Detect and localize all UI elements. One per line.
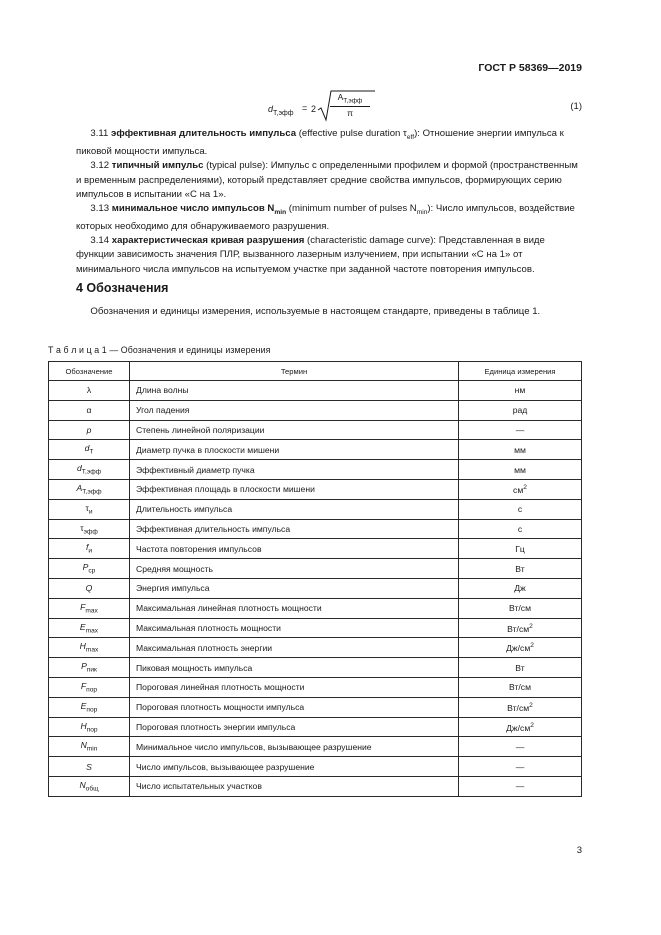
unit-cell: Дж	[459, 578, 582, 598]
header-term: Термин	[130, 362, 459, 381]
symbol: $F_{пор}$	[80, 680, 98, 694]
table-caption: Т а б л и ц а 1 — Обозначения и единицы измерения	[48, 345, 271, 355]
symbol-cell	[49, 460, 130, 480]
page-number: 3	[576, 845, 582, 856]
table-row	[49, 737, 582, 757]
table-row	[49, 420, 582, 440]
unit-cell: мм	[459, 440, 582, 460]
definition-3-11: 3.11 эффективная длительность импульса (effective pulse duration $\tau_{eff}$): Отношение энергии импульса к пиковой мощности импульса.	[76, 128, 564, 158]
table-row	[49, 519, 582, 539]
formula-number: (1)	[570, 101, 582, 112]
definition-3-12: 3.12 типичный импульс (typical pulse): Импульс с определенными профилем и формой (пространственным и временным распределениями), который представляет средние свойства импульсов, формирующих серию импульсов в испытании «С на 1».	[76, 160, 578, 200]
symbol-cell	[49, 539, 130, 559]
unit-cell: рад	[459, 400, 582, 420]
unit-cell: $Вт/см^2$	[459, 618, 582, 638]
symbol: λ	[86, 385, 92, 396]
term-cell: Эффективная длительность импульса	[130, 519, 459, 539]
symbol-cell	[49, 559, 130, 579]
symbol: $\tau_и$	[85, 502, 93, 516]
table-row	[49, 460, 582, 480]
header-unit: Единица измерения	[459, 362, 582, 381]
symbol-cell	[49, 440, 130, 460]
symbol: $P_{пик}$	[81, 661, 97, 674]
unit-cell: —	[459, 757, 582, 777]
unit-cell: —	[459, 776, 582, 796]
table-row	[49, 658, 582, 678]
table-row	[49, 638, 582, 658]
table-row	[49, 578, 582, 598]
table-header-row	[49, 362, 582, 381]
table-row	[49, 400, 582, 420]
definitions-block	[76, 127, 582, 277]
symbol-cell	[49, 598, 130, 618]
table-row	[49, 677, 582, 697]
symbol-cell	[49, 479, 130, 499]
unit-cell: Вт	[459, 658, 582, 678]
table-row	[49, 559, 582, 579]
term-cell: Число импульсов, вызывающее разрушение	[130, 757, 459, 777]
symbol-cell	[49, 381, 130, 401]
unit-cell: $Вт/см^2$	[459, 697, 582, 717]
section-title: 4 Обозначения	[76, 281, 169, 295]
formula-equals: =	[302, 103, 308, 113]
table-row	[49, 717, 582, 737]
table-row	[49, 757, 582, 777]
symbol: $d_{T,эфф}$	[76, 463, 102, 476]
table-row	[49, 618, 582, 638]
term-cell: Эффективная площадь в плоскости мишени	[130, 479, 459, 499]
term-cell: Энергия импульса	[130, 578, 459, 598]
symbol: $E_{max}$	[79, 621, 99, 635]
symbol-cell	[49, 499, 130, 519]
term-cell: Пороговая линейная плотность мощности	[130, 677, 459, 697]
unit-cell: —	[459, 420, 582, 440]
symbol: S	[86, 761, 92, 772]
symbol: $H_{max}$	[79, 641, 99, 655]
document-header: ГОСТ Р 58369—2019	[478, 62, 582, 74]
symbol: $A_{T,эфф}$	[76, 483, 102, 496]
term-cell: Длина волны	[130, 381, 459, 401]
unit-cell: мм	[459, 460, 582, 480]
unit-cell: нм	[459, 381, 582, 401]
formula-coefficient: 2	[311, 104, 317, 114]
symbol: $N_{min}$	[80, 740, 98, 754]
symbol: $H_{пор}$	[80, 720, 98, 734]
table-row	[49, 539, 582, 559]
unit-cell: —	[459, 737, 582, 757]
symbol: p	[86, 424, 92, 435]
term-cell: Степень линейной поляризации	[130, 420, 459, 440]
term-cell: Максимальная плотность мощности	[130, 618, 459, 638]
term-cell: Средняя мощность	[130, 559, 459, 579]
term-cell: Максимальная плотность энергии	[130, 638, 459, 658]
symbol-cell	[49, 658, 130, 678]
definition-3-13: 3.13 минимальное число импульсов $N_{min}$ (minimum number of pulses $N_{min}$): Число импульсов, воздействие которых необходимо для обнаруживаемого разрушения.	[76, 202, 575, 233]
symbol-cell	[49, 776, 130, 796]
symbol: α	[86, 405, 92, 416]
term-cell: Минимальное число импульсов, вызывающее разрушение	[130, 737, 459, 757]
symbol: $F_{max}$	[80, 601, 98, 615]
table-body	[49, 381, 582, 797]
symbol: $N_{общ}$	[79, 779, 99, 793]
symbol: Q	[85, 583, 93, 594]
term-cell: Пороговая плотность энергии импульса	[130, 717, 459, 737]
term-cell: Эффективный диаметр пучка	[130, 460, 459, 480]
term-cell: Пиковая мощность импульса	[130, 658, 459, 678]
formula-lhs: $d_{T,эфф}$	[268, 104, 294, 117]
fraction-numerator: $A_{T,эфф}$	[330, 92, 370, 107]
table-row	[49, 499, 582, 519]
table-row	[49, 598, 582, 618]
symbol-cell	[49, 677, 130, 697]
formula-fraction	[330, 92, 370, 118]
section-text: Обозначения и единицы измерения, используемые в настоящем стандарте, приведены в таблице 1.	[90, 306, 541, 317]
term-cell: Максимальная линейная плотность мощности	[130, 598, 459, 618]
definition-3-14: 3.14 характеристическая кривая разрушения (characteristic damage curve): Представленная в виде функции зависимость значения ПЛР, вызванного лазерным излучением, при испытании «С на 1» от минимального числа импульсов на испытуемом участке при заданной частоте повторения импульсов.	[76, 235, 545, 275]
symbol: $P_{ср}$	[82, 562, 96, 575]
table-row	[49, 381, 582, 401]
symbols-table	[48, 361, 582, 797]
term-cell: Пороговая плотность мощности импульса	[130, 697, 459, 717]
term-cell: Угол падения	[130, 400, 459, 420]
symbol-cell	[49, 717, 130, 737]
unit-cell: $Дж/см^2$	[459, 638, 582, 658]
symbol-cell	[49, 420, 130, 440]
table-row	[49, 440, 582, 460]
symbol-cell	[49, 519, 130, 539]
symbol-cell	[49, 697, 130, 717]
symbol-cell	[49, 578, 130, 598]
table-row	[49, 697, 582, 717]
unit-cell: Гц	[459, 539, 582, 559]
symbol-cell	[49, 400, 130, 420]
term-cell: Длительность импульса	[130, 499, 459, 519]
unit-cell: Вт/см	[459, 677, 582, 697]
term-cell: Диаметр пучка в плоскости мишени	[130, 440, 459, 460]
unit-cell: $см^2$	[459, 479, 582, 499]
fraction-denominator: π	[347, 107, 353, 118]
symbol-cell	[49, 757, 130, 777]
symbol: $\tau_{эфф}$	[80, 522, 98, 536]
header-symbol: Обозначение	[49, 362, 130, 381]
symbol-cell	[49, 618, 130, 638]
term-cell: Частота повторения импульсов	[130, 539, 459, 559]
unit-cell: с	[459, 519, 582, 539]
symbol-cell	[49, 737, 130, 757]
unit-cell: Вт/см	[459, 598, 582, 618]
symbol: $f_и$	[85, 542, 93, 556]
unit-cell: $Дж/см^2$	[459, 717, 582, 737]
unit-cell: с	[459, 499, 582, 519]
formula-1	[0, 88, 661, 124]
symbol: $E_{пор}$	[80, 700, 98, 714]
table-row	[49, 479, 582, 499]
symbol-cell	[49, 638, 130, 658]
unit-cell: Вт	[459, 559, 582, 579]
table-row	[49, 776, 582, 796]
symbol: $d_T$	[84, 443, 94, 457]
term-cell: Число испытательных участков	[130, 776, 459, 796]
